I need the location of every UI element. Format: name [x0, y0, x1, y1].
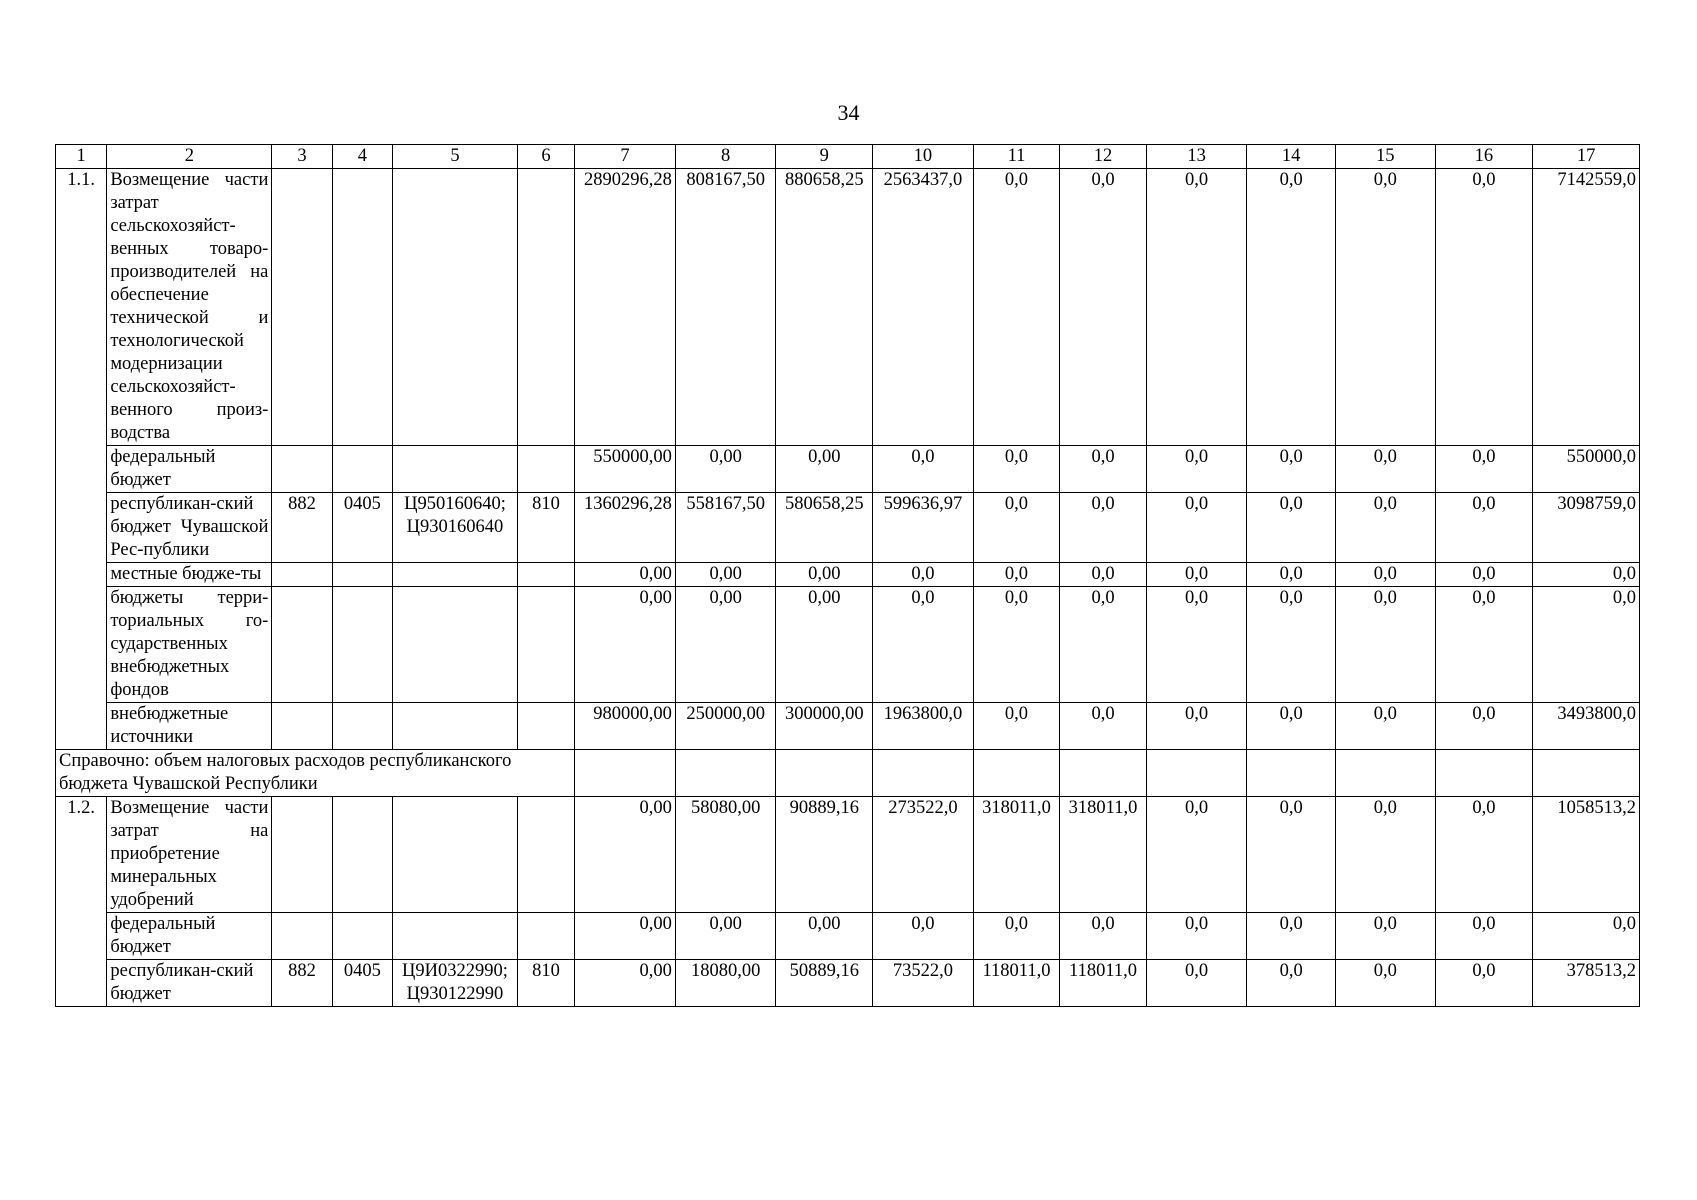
header-row [56, 145, 1640, 169]
value-cell: 58080,00 [675, 797, 776, 913]
value-cell: 0,0 [1060, 563, 1147, 587]
row-label: бюджеты терри-ториальных го-сударственных внебюджетных фондов [107, 587, 272, 703]
row-label: внебюджетные источники [107, 703, 272, 750]
value-cell: 0,0 [973, 446, 1060, 493]
code-target [393, 797, 518, 913]
value-cell: 0,0 [1060, 446, 1147, 493]
column-header: 14 [1247, 145, 1336, 169]
value-cell: 0,0 [1533, 563, 1640, 587]
value-cell: 0,0 [873, 446, 974, 493]
value-cell: 0,0 [1435, 446, 1533, 493]
column-header: 1 [56, 145, 107, 169]
column-header: 9 [776, 145, 873, 169]
value-cell: 0,0 [1533, 587, 1640, 703]
empty-cell [873, 750, 974, 797]
row-label: республикан-ский бюджет [107, 960, 272, 1007]
value-cell: 0,00 [776, 587, 873, 703]
value-cell: 73522,0 [873, 960, 974, 1007]
budget-table [55, 144, 1640, 1007]
empty-cell [776, 750, 873, 797]
column-header: 16 [1435, 145, 1533, 169]
value-cell: 0,0 [1335, 587, 1435, 703]
value-cell: 0,0 [1435, 587, 1533, 703]
value-cell: 0,0 [1435, 563, 1533, 587]
table-row [56, 446, 1640, 493]
code-target [393, 169, 518, 446]
row-label: федеральный бюджет [107, 913, 272, 960]
value-cell: 0,0 [1247, 960, 1336, 1007]
code-gruppa [272, 563, 332, 587]
value-cell: 980000,00 [575, 703, 676, 750]
code-expense: 810 [517, 960, 574, 1007]
value-cell: 2890296,28 [575, 169, 676, 446]
value-cell: 0,0 [973, 493, 1060, 563]
table-row [56, 960, 1640, 1007]
value-cell: 0,0 [1146, 446, 1247, 493]
table-row [56, 797, 1640, 913]
column-header: 2 [107, 145, 272, 169]
column-header: 10 [873, 145, 974, 169]
empty-cell [575, 750, 676, 797]
value-cell: 0,0 [973, 703, 1060, 750]
value-cell: 1963800,0 [873, 703, 974, 750]
value-cell: 7142559,0 [1533, 169, 1640, 446]
value-cell: 0,00 [776, 563, 873, 587]
row-label: республикан-ский бюджет Чувашской Рес-публики [107, 493, 272, 563]
empty-cell [1060, 750, 1147, 797]
code-gruppa [272, 913, 332, 960]
code-gruppa: 882 [272, 960, 332, 1007]
value-cell: 0,00 [675, 587, 776, 703]
value-cell: 318011,0 [1060, 797, 1147, 913]
value-cell: 0,0 [1335, 797, 1435, 913]
value-cell: 1058513,2 [1533, 797, 1640, 913]
value-cell: 0,0 [873, 563, 974, 587]
value-cell: 599636,97 [873, 493, 974, 563]
value-cell: 0,0 [1335, 703, 1435, 750]
value-cell: 0,0 [1060, 169, 1147, 446]
value-cell: 0,00 [575, 587, 676, 703]
value-cell: 0,0 [1060, 587, 1147, 703]
table-row [56, 493, 1640, 563]
value-cell: 318011,0 [973, 797, 1060, 913]
code-target [393, 703, 518, 750]
code-gruppa [272, 703, 332, 750]
code-expense [517, 587, 574, 703]
code-target [393, 563, 518, 587]
row-number: 1.1. [56, 169, 107, 750]
code-gruppa [272, 587, 332, 703]
empty-cell [1146, 750, 1247, 797]
value-cell: 0,0 [1146, 913, 1247, 960]
value-cell: 0,0 [1146, 493, 1247, 563]
value-cell: 0,0 [1533, 913, 1640, 960]
code-expense [517, 563, 574, 587]
code-gruppa: 882 [272, 493, 332, 563]
code-section [332, 587, 392, 703]
value-cell: 3493800,0 [1533, 703, 1640, 750]
value-cell: 0,0 [973, 587, 1060, 703]
value-cell: 0,0 [1435, 913, 1533, 960]
empty-cell [1335, 750, 1435, 797]
value-cell: 0,00 [776, 446, 873, 493]
code-target: Ц950160640; Ц930160640 [393, 493, 518, 563]
value-cell: 378513,2 [1533, 960, 1640, 1007]
value-cell: 0,0 [1335, 563, 1435, 587]
value-cell: 0,0 [1335, 169, 1435, 446]
code-section: 0405 [332, 493, 392, 563]
value-cell: 0,00 [675, 563, 776, 587]
column-header: 13 [1146, 145, 1247, 169]
empty-cell [675, 750, 776, 797]
row-label: федеральный бюджет [107, 446, 272, 493]
table-row [56, 563, 1640, 587]
value-cell: 0,0 [1335, 960, 1435, 1007]
value-cell: 0,0 [1335, 913, 1435, 960]
code-target [393, 587, 518, 703]
row-label: Возмещение части затрат на приобретение минеральных удобрений [107, 797, 272, 913]
value-cell: 0,0 [1335, 446, 1435, 493]
column-header: 8 [675, 145, 776, 169]
code-section [332, 797, 392, 913]
empty-cell [1533, 750, 1640, 797]
value-cell: 0,00 [575, 960, 676, 1007]
value-cell: 0,0 [1060, 703, 1147, 750]
value-cell: 90889,16 [776, 797, 873, 913]
value-cell: 250000,00 [675, 703, 776, 750]
empty-cell [1247, 750, 1336, 797]
note-text: Справочно: объем налоговых расходов республиканского бюджета Чувашской Республики [56, 750, 575, 797]
value-cell: 1360296,28 [575, 493, 676, 563]
value-cell: 0,0 [1435, 703, 1533, 750]
table-row [56, 913, 1640, 960]
value-cell: 0,0 [1060, 493, 1147, 563]
code-expense [517, 446, 574, 493]
column-header: 12 [1060, 145, 1147, 169]
value-cell: 0,0 [1247, 563, 1336, 587]
code-section [332, 446, 392, 493]
code-section [332, 703, 392, 750]
value-cell: 0,0 [1247, 169, 1336, 446]
value-cell: 808167,50 [675, 169, 776, 446]
value-cell: 580658,25 [776, 493, 873, 563]
value-cell: 0,00 [776, 913, 873, 960]
value-cell: 0,00 [675, 913, 776, 960]
value-cell: 558167,50 [675, 493, 776, 563]
value-cell: 0,0 [1247, 797, 1336, 913]
empty-cell [973, 750, 1060, 797]
value-cell: 0,0 [973, 563, 1060, 587]
column-header: 4 [332, 145, 392, 169]
table-row [56, 703, 1640, 750]
value-cell: 0,0 [1060, 913, 1147, 960]
row-label: Возмещение части затрат сельскохозяйст-венных товаро-производителей на обеспечение технической и технологической модернизации сельскохозяйст-венного произ-водства [107, 169, 272, 446]
value-cell: 50889,16 [776, 960, 873, 1007]
column-header: 3 [272, 145, 332, 169]
code-target [393, 913, 518, 960]
code-section [332, 169, 392, 446]
code-gruppa [272, 797, 332, 913]
table-row [56, 587, 1640, 703]
value-cell: 0,0 [1247, 446, 1336, 493]
empty-cell [1435, 750, 1533, 797]
value-cell: 0,0 [1247, 703, 1336, 750]
row-label: местные бюдже-ты [107, 563, 272, 587]
value-cell: 0,0 [1146, 960, 1247, 1007]
value-cell: 0,0 [1247, 587, 1336, 703]
code-expense [517, 169, 574, 446]
code-expense [517, 703, 574, 750]
column-header: 7 [575, 145, 676, 169]
value-cell: 118011,0 [1060, 960, 1147, 1007]
column-header: 17 [1533, 145, 1640, 169]
code-section [332, 563, 392, 587]
value-cell: 2563437,0 [873, 169, 974, 446]
value-cell: 273522,0 [873, 797, 974, 913]
value-cell: 0,0 [973, 913, 1060, 960]
column-header: 5 [393, 145, 518, 169]
value-cell: 118011,0 [973, 960, 1060, 1007]
code-target [393, 446, 518, 493]
code-gruppa [272, 169, 332, 446]
value-cell: 880658,25 [776, 169, 873, 446]
value-cell: 0,0 [1146, 169, 1247, 446]
code-gruppa [272, 446, 332, 493]
value-cell: 0,0 [1146, 703, 1247, 750]
page-number: 34 [837, 100, 860, 125]
value-cell: 0,0 [1247, 493, 1336, 563]
value-cell: 0,0 [1335, 493, 1435, 563]
code-expense: 810 [517, 493, 574, 563]
value-cell: 0,0 [1146, 563, 1247, 587]
value-cell: 0,0 [1146, 587, 1247, 703]
code-section: 0405 [332, 960, 392, 1007]
column-header: 6 [517, 145, 574, 169]
note-row [56, 750, 1640, 797]
value-cell: 0,0 [1247, 913, 1336, 960]
value-cell: 0,0 [873, 587, 974, 703]
value-cell: 0,0 [1435, 493, 1533, 563]
value-cell: 3098759,0 [1533, 493, 1640, 563]
value-cell: 0,0 [1435, 797, 1533, 913]
code-target: Ц9И0322990; Ц930122990 [393, 960, 518, 1007]
value-cell: 0,00 [575, 913, 676, 960]
value-cell: 0,0 [1435, 960, 1533, 1007]
value-cell: 550000,00 [575, 446, 676, 493]
value-cell: 0,00 [675, 446, 776, 493]
value-cell: 550000,0 [1533, 446, 1640, 493]
code-expense [517, 797, 574, 913]
column-header: 11 [973, 145, 1060, 169]
value-cell: 0,0 [1435, 169, 1533, 446]
value-cell: 0,0 [973, 169, 1060, 446]
value-cell: 300000,00 [776, 703, 873, 750]
code-expense [517, 913, 574, 960]
value-cell: 0,0 [873, 913, 974, 960]
value-cell: 18080,00 [675, 960, 776, 1007]
table-row [56, 169, 1640, 446]
code-section [332, 913, 392, 960]
value-cell: 0,00 [575, 563, 676, 587]
value-cell: 0,0 [1146, 797, 1247, 913]
row-number: 1.2. [56, 797, 107, 1007]
value-cell: 0,00 [575, 797, 676, 913]
table-body [56, 145, 1640, 1007]
column-header: 15 [1335, 145, 1435, 169]
